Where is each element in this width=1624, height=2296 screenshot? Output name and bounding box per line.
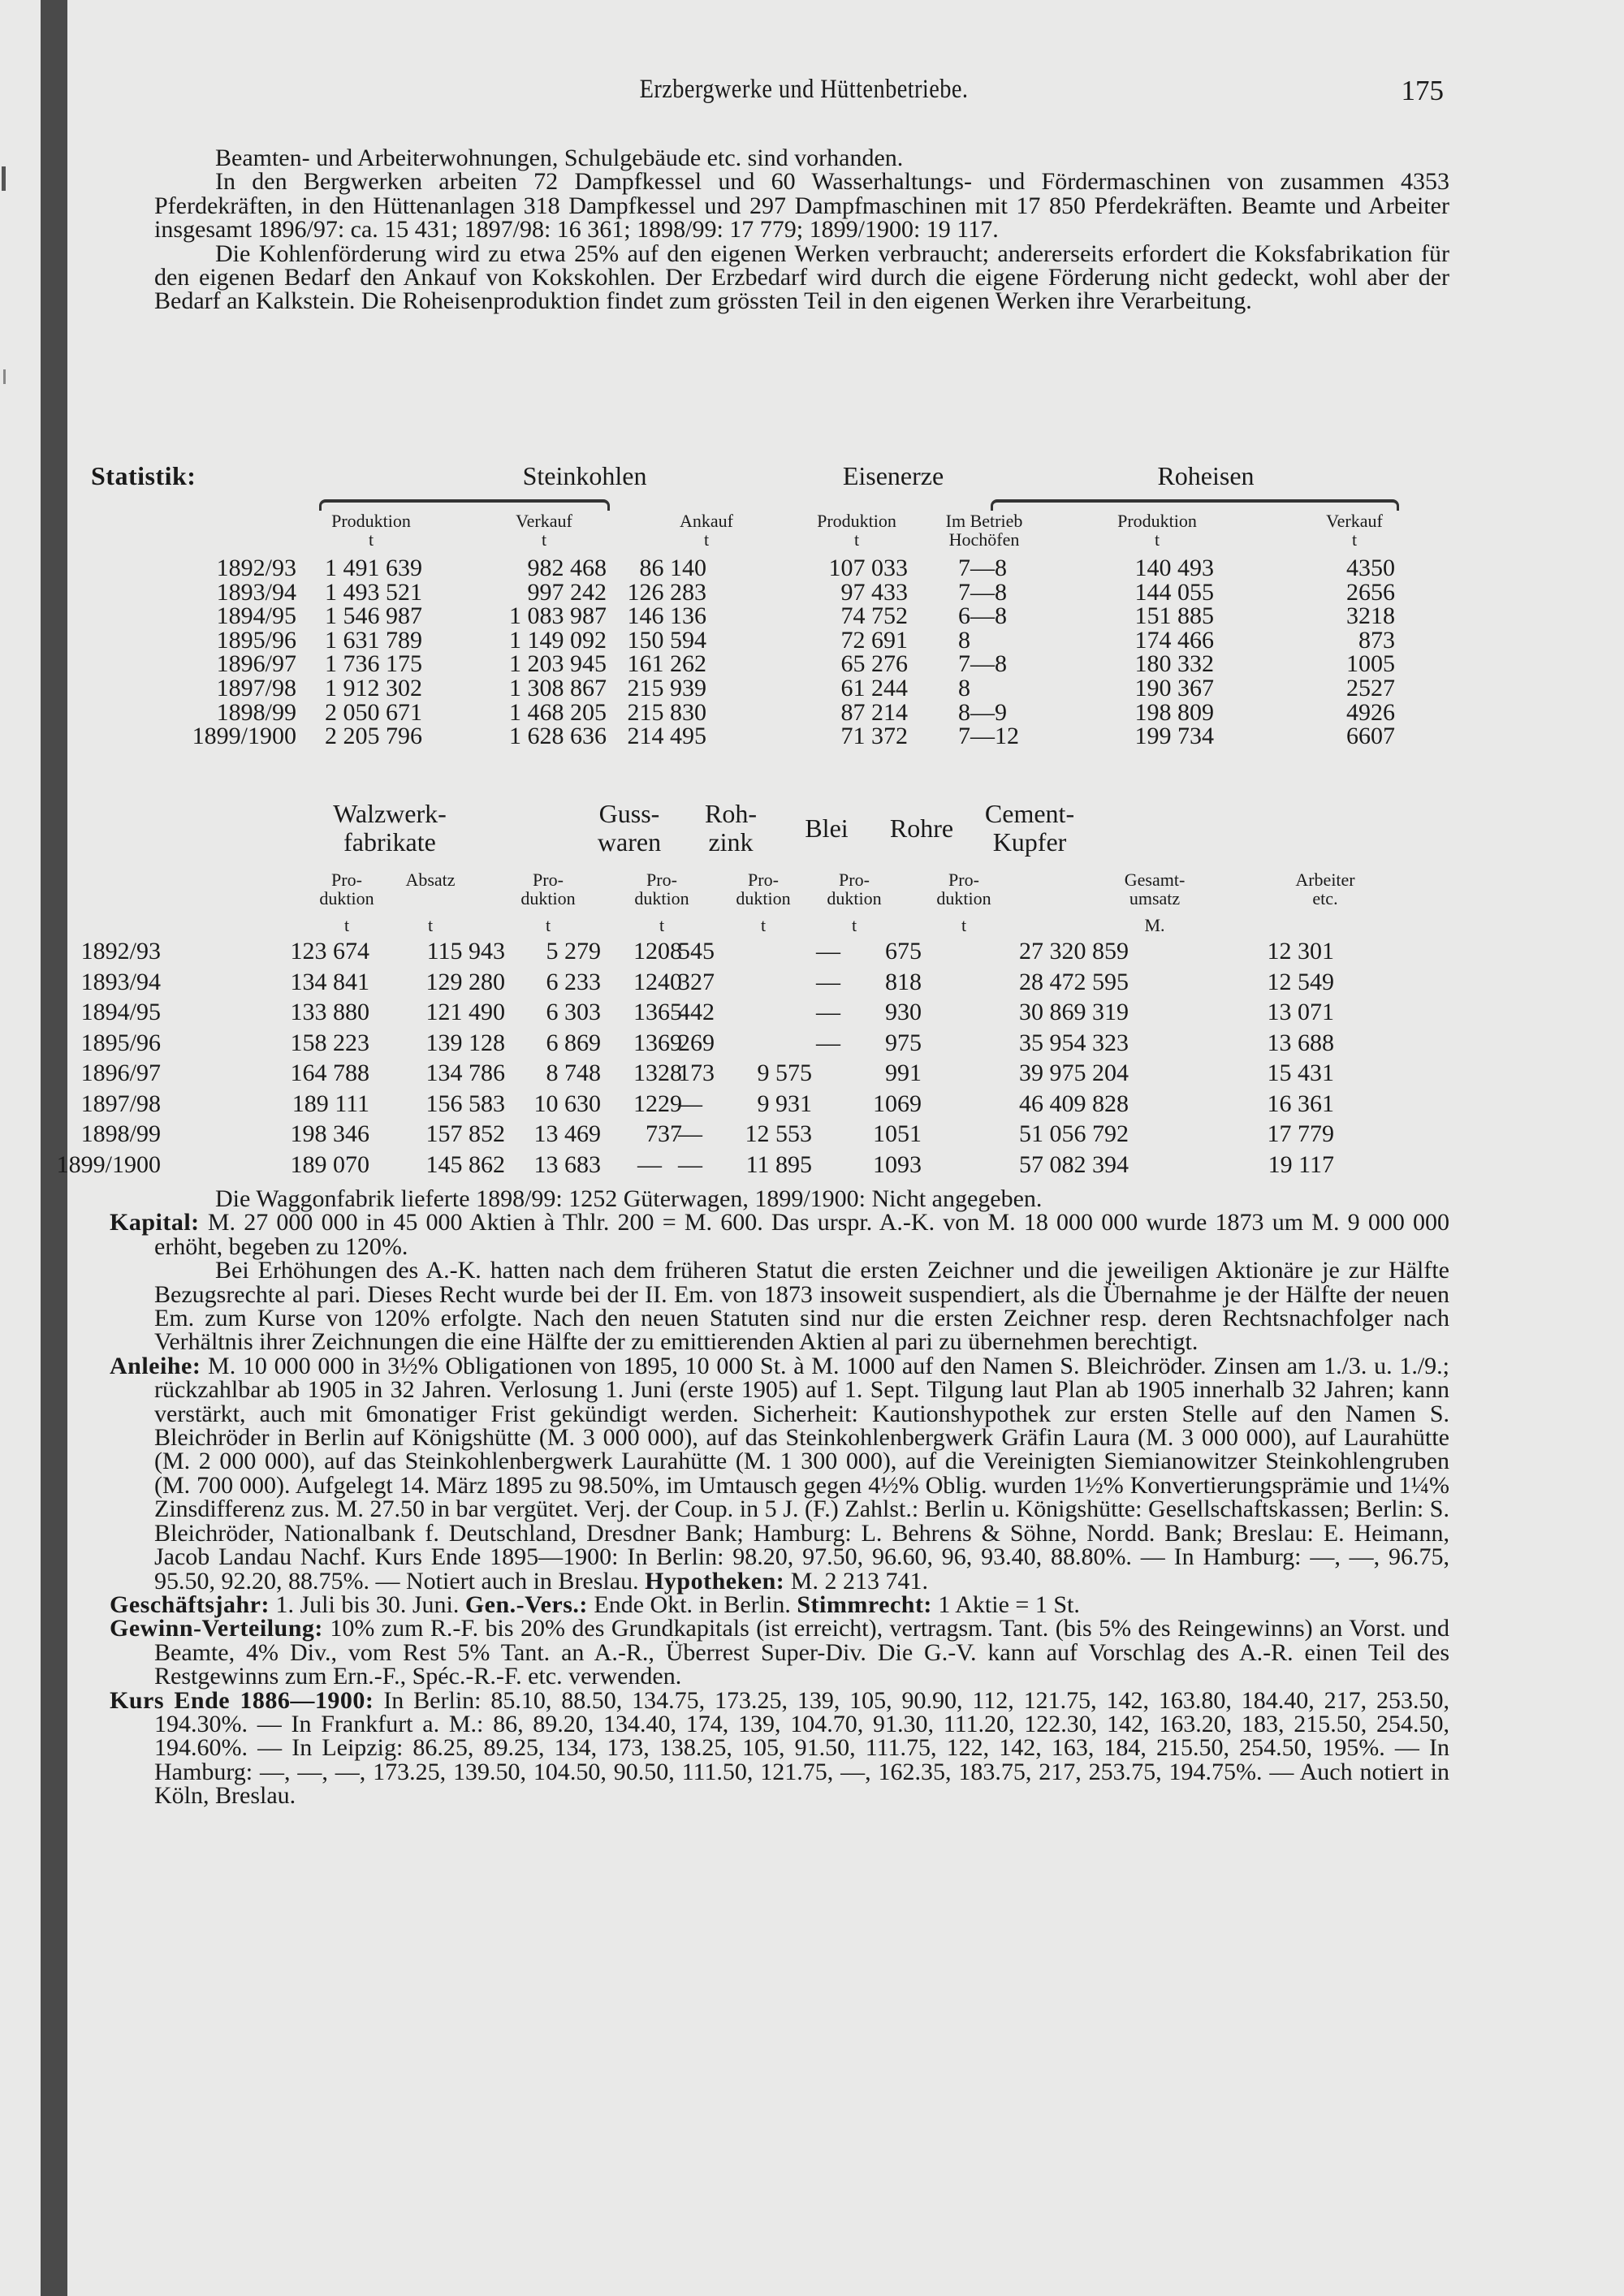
table-cell: 10 630 bbox=[533, 1090, 601, 1117]
table-cell: 737 bbox=[646, 1120, 682, 1147]
table-cell: 151 885 bbox=[1134, 602, 1214, 630]
table-cell: 545 bbox=[678, 938, 715, 965]
table-cell: — bbox=[678, 1090, 702, 1117]
table-cell: 144 055 bbox=[1134, 578, 1214, 606]
anleihe-paragraph bbox=[110, 1354, 1449, 1593]
year-cell: 1897/98 bbox=[80, 1090, 161, 1117]
column-header: etc. bbox=[1312, 888, 1338, 908]
table-cell: 126 283 bbox=[627, 578, 706, 606]
group-header: waren bbox=[597, 827, 662, 857]
table-cell: 327 bbox=[678, 968, 715, 995]
table-cell: 158 223 bbox=[290, 1029, 369, 1056]
table-cell: 1 628 636 bbox=[509, 723, 607, 750]
kapital-paragraph-2: Bei Erhöhungen des A.-K. hatten nach dem früheren Statut die ersten Zeichner und die jeweiligen Aktionäre je zur Hälfte Bezugsrechte al pari. Dieses Recht wurde bei der II. Em. von 1873 insoweit suspendiert, als die Übernahme je der Hälfte der neuen Em. zum Kurse von 120% erfolgte. Nach den neuen Statuten sind nur die ersten Zeichner resp. deren Rechtsnachfolger nach Verhältnis ihrer Zeichnungen die eine Hälfte der zu emittierenden Aktien al pari zu übernehmen berechtigt. bbox=[154, 1257, 1449, 1356]
column-header: umsatz bbox=[1129, 888, 1181, 908]
table-cell: 4926 bbox=[1346, 698, 1395, 726]
column-header: duktion bbox=[736, 888, 791, 908]
table-cell: 6 303 bbox=[546, 999, 601, 1025]
table-cell: 156 583 bbox=[425, 1090, 505, 1117]
gewinn-label: Gewinn-Verteilung: bbox=[110, 1615, 323, 1642]
table-cell: 27 320 859 bbox=[1019, 938, 1129, 965]
table-cell: 873 bbox=[1358, 626, 1395, 654]
table-cell: 190 367 bbox=[1134, 675, 1214, 701]
year-cell: 1894/95 bbox=[216, 602, 296, 630]
genvers-text: Ende Okt. in Berlin. bbox=[594, 1590, 791, 1618]
stimmrecht-label: Stimmrecht: bbox=[797, 1590, 932, 1618]
table-row bbox=[0, 999, 1624, 1023]
table-cell: 39 975 204 bbox=[1019, 1060, 1129, 1086]
table-cell: 28 472 595 bbox=[1019, 968, 1129, 995]
table-cell: 2527 bbox=[1346, 675, 1395, 701]
column-unit: t bbox=[659, 915, 665, 935]
group-header: Cement- bbox=[984, 799, 1075, 828]
table-cell: 9 931 bbox=[757, 1090, 812, 1117]
column-header: Pro- bbox=[839, 870, 870, 890]
table-cell: 1 149 092 bbox=[509, 626, 607, 654]
year-cell: 1895/96 bbox=[80, 1029, 161, 1056]
group-header: Blei bbox=[805, 814, 849, 843]
table-cell: 107 033 bbox=[828, 555, 908, 581]
table-row bbox=[0, 1151, 1624, 1176]
table-cell: 97 433 bbox=[840, 578, 908, 606]
geschaeftsjahr-label: Geschäftsjahr: bbox=[110, 1590, 270, 1618]
table-cell: 123 674 bbox=[290, 938, 369, 965]
table-cell: 129 280 bbox=[425, 968, 505, 995]
table-cell: 1 631 789 bbox=[325, 626, 422, 654]
column-unit: t bbox=[851, 915, 857, 935]
table-cell: 8—9 bbox=[958, 698, 1007, 726]
column-header: Pro- bbox=[533, 870, 564, 890]
table-cell: 133 880 bbox=[290, 999, 369, 1025]
column-unit: M. bbox=[1144, 915, 1165, 935]
hypotheken-label: Hypotheken: bbox=[645, 1567, 785, 1595]
table-cell: 61 244 bbox=[840, 675, 908, 701]
table-cell: 1328 bbox=[633, 1060, 682, 1086]
table-cell: 4350 bbox=[1346, 555, 1395, 581]
hypotheken-text: M. 2 213 741. bbox=[790, 1567, 928, 1595]
table-cell: 189 111 bbox=[292, 1090, 369, 1117]
table-cell: 6 869 bbox=[546, 1029, 601, 1056]
year-cell: 1898/99 bbox=[216, 698, 296, 726]
table-cell: 7—8 bbox=[958, 555, 1007, 581]
group-header: fabrikate bbox=[343, 827, 436, 857]
table-cell: 13 469 bbox=[533, 1120, 601, 1147]
table-cell: 134 786 bbox=[425, 1060, 505, 1086]
table-cell: 930 bbox=[885, 999, 922, 1025]
year-cell: 1893/94 bbox=[80, 968, 161, 995]
column-unit: t bbox=[1351, 529, 1358, 550]
table-cell: 180 332 bbox=[1134, 650, 1214, 678]
table-cell: 442 bbox=[678, 999, 715, 1025]
table-cell: 30 869 319 bbox=[1019, 999, 1129, 1025]
intro-paragraph: In den Bergwerken arbeiten 72 Dampfkessel und 60 Wasserhaltungs- und Fördermaschinen von zusammen 4353 Pferdekräften, in den Hüttenanlagen 318 Dampfkessel und 297 Dampfmaschinen mit 17 850 Pferdekräften. Beamte und Arbeiter insgesamt 1896/97: ca. 15 431; 1897/98: 16 361; 1898/99: 17 779; 1899/1900: 19 117. bbox=[154, 168, 1449, 244]
table-cell: 1005 bbox=[1346, 650, 1395, 678]
table-cell: 2656 bbox=[1346, 578, 1395, 606]
column-unit: t bbox=[545, 915, 551, 935]
year-cell: 1892/93 bbox=[80, 938, 161, 965]
table-cell: 5 279 bbox=[546, 938, 601, 965]
table-cell: 6—8 bbox=[958, 602, 1007, 630]
table-cell: 199 734 bbox=[1134, 723, 1214, 750]
table-cell: — bbox=[637, 1150, 662, 1178]
table-cell: 269 bbox=[678, 1029, 715, 1056]
table-cell: 214 495 bbox=[627, 723, 706, 750]
table-cell: 8 bbox=[958, 675, 970, 701]
table-cell: 51 056 792 bbox=[1019, 1120, 1129, 1147]
table-cell: 139 128 bbox=[425, 1029, 505, 1056]
table-cell: 12 553 bbox=[745, 1120, 812, 1147]
column-header: duktion bbox=[319, 888, 374, 908]
table-cell: 13 071 bbox=[1267, 999, 1334, 1025]
column-header: Verkauf bbox=[1326, 511, 1383, 531]
table-cell: 35 954 323 bbox=[1019, 1029, 1129, 1056]
table-cell: — bbox=[678, 1120, 702, 1147]
table-row bbox=[0, 1060, 1624, 1084]
year-cell: 1899/1900 bbox=[56, 1150, 161, 1178]
table-row bbox=[0, 938, 1624, 965]
table-cell: 1069 bbox=[873, 1090, 922, 1117]
year-cell: 1896/97 bbox=[216, 650, 296, 678]
table-cell: 991 bbox=[885, 1060, 922, 1086]
column-header: Ankauf bbox=[680, 511, 733, 531]
year-cell: 1898/99 bbox=[80, 1120, 161, 1147]
anleihe-label: Anleihe: bbox=[110, 1352, 201, 1379]
column-header: Gesamt- bbox=[1124, 870, 1186, 890]
table-cell: 134 841 bbox=[290, 968, 369, 995]
table-cell: 12 301 bbox=[1267, 938, 1334, 965]
table-cell: 15 431 bbox=[1267, 1060, 1334, 1086]
table-cell: 16 361 bbox=[1267, 1090, 1334, 1117]
table-cell: 173 bbox=[678, 1060, 715, 1086]
table-cell: 198 809 bbox=[1134, 698, 1214, 726]
table-cell: 86 140 bbox=[639, 555, 706, 581]
table-cell: 72 691 bbox=[840, 626, 908, 654]
group-header: zink bbox=[708, 827, 754, 857]
table-cell: — bbox=[816, 938, 840, 965]
table-cell: 13 688 bbox=[1267, 1029, 1334, 1056]
table-cell: 1 308 867 bbox=[509, 675, 607, 701]
column-header: Produktion bbox=[1117, 511, 1197, 531]
kapital-text: M. 27 000 000 in 45 000 Aktien à Thlr. 200 = M. 600. Das urspr. A.-K. von M. 18 000 000 wurde 1873 um M. 9 000 000 erhöht, begeben zu 120%. bbox=[154, 1209, 1450, 1260]
table-cell: 65 276 bbox=[840, 650, 908, 678]
table-cell: 1 203 945 bbox=[509, 650, 607, 678]
table-cell: 161 262 bbox=[627, 650, 706, 678]
table-cell: 121 490 bbox=[425, 999, 505, 1025]
column-header: duktion bbox=[634, 888, 689, 908]
table-cell: 1 912 302 bbox=[325, 675, 422, 701]
column-unit: t bbox=[853, 529, 860, 550]
table-cell: 7—12 bbox=[958, 723, 1019, 750]
table-cell: 675 bbox=[885, 938, 922, 965]
column-unit: t bbox=[427, 915, 434, 935]
table-cell: 997 242 bbox=[527, 578, 607, 606]
intro-paragraph: Beamten- und Arbeiterwohnungen, Schulgebäude etc. sind vorhanden. bbox=[215, 145, 904, 171]
table-cell: 2 205 796 bbox=[325, 723, 422, 750]
table-cell: 174 466 bbox=[1134, 626, 1214, 654]
table-cell: 3218 bbox=[1346, 602, 1395, 630]
column-header: duktion bbox=[520, 888, 576, 908]
table-row bbox=[0, 1090, 1624, 1115]
year-cell: 1899/1900 bbox=[192, 723, 296, 750]
table-cell: 71 372 bbox=[840, 723, 908, 750]
table-cell: 215 830 bbox=[627, 698, 706, 726]
group-header: Kupfer bbox=[992, 827, 1067, 857]
geschaeftsjahr-text: 1. Juli bis 30. Juni. bbox=[275, 1590, 460, 1618]
column-header: duktion bbox=[827, 888, 882, 908]
column-unit: t bbox=[368, 529, 374, 550]
group-header: Roh- bbox=[705, 799, 757, 828]
table-cell: 164 788 bbox=[290, 1060, 369, 1086]
table-cell: 8 bbox=[958, 626, 970, 654]
table-cell: 982 468 bbox=[527, 555, 607, 581]
table-cell: 1369 bbox=[633, 1029, 682, 1056]
table-cell: 7—8 bbox=[958, 650, 1007, 678]
page-number: 175 bbox=[1401, 75, 1444, 106]
column-header: Produktion bbox=[817, 511, 896, 531]
kurs-text: In Berlin: 85.10, 88.50, 134.75, 173.25, 139, 105, 90.90, 112, 121.75, 142, 163.80, 184.40, 217, 253.50, 194.30%. — In Frankfurt a. M.: 86, 89.20, 134.40, 174, 139, 104.70, 91.30, 111.20, 122.30, 142, 163.20, 183, 215.50, 254.50, 194.60%. — In Leipzig: 86.25, 89.25, 134, 173, 138.25, 105, 91.50, 111.75, 122, 142, 163, 184, 215.50, 254.50, 195%. — In Hamburg: —, —, —, 173.25, 139.50, 104.50, 90.50, 111.50, 121.75, —, 162.35, 183.75, 217, 253.75, 194.75%. — Auch notiert in Köln, Breslau. bbox=[154, 1686, 1450, 1810]
column-header: Verkauf bbox=[516, 511, 572, 531]
year-cell: 1892/93 bbox=[216, 555, 296, 581]
column-header: Produktion bbox=[331, 511, 411, 531]
column-header: Pro- bbox=[646, 870, 677, 890]
body-section bbox=[110, 1185, 1450, 1810]
group-header: Walzwerk- bbox=[333, 799, 447, 828]
year-cell: 1896/97 bbox=[80, 1060, 161, 1086]
column-header: Pro- bbox=[331, 870, 362, 890]
table-row bbox=[0, 1029, 1624, 1054]
table-cell: 189 070 bbox=[290, 1150, 369, 1178]
table-cell: 87 214 bbox=[840, 698, 908, 726]
table-cell: — bbox=[816, 968, 840, 995]
table-cell: 1240 bbox=[633, 968, 682, 995]
table-cell: 1093 bbox=[873, 1150, 922, 1178]
kapital-label: Kapital: bbox=[110, 1209, 200, 1236]
intro-paragraph: Die Kohlenförderung wird zu etwa 25% auf den eigenen Werken verbraucht; andererseits erfordert die Koksfabrikation für den eigenen Bedarf den Ankauf von Kokskohlen. Der Erzbedarf wird durch die eigene Förderung nicht gedeckt, wohl aber der Bedarf an Kalkstein. Die Roheisenproduktion findet zum grössten Teil in den eigenen Werken ihre Verarbeitung. bbox=[154, 240, 1449, 315]
table-cell: 12 549 bbox=[1267, 968, 1334, 995]
year-cell: 1893/94 bbox=[216, 578, 296, 606]
running-title: Erzbergwerke und Hüttenbetriebe. bbox=[639, 75, 969, 104]
column-unit: t bbox=[760, 915, 767, 935]
table-cell: 1 546 987 bbox=[325, 602, 422, 630]
column-unit: t bbox=[961, 915, 967, 935]
group-header: Guss- bbox=[598, 799, 660, 828]
table-cell: 818 bbox=[885, 968, 922, 995]
group-header-eisenerze: Eisenerze bbox=[842, 461, 944, 490]
table-cell: 19 117 bbox=[1268, 1150, 1334, 1178]
table-cell: 1 083 987 bbox=[509, 602, 607, 630]
geschaeftsjahr-paragraph bbox=[110, 1590, 1449, 1618]
column-header: Absatz bbox=[405, 870, 456, 890]
stimmrecht-text: 1 Aktie = 1 St. bbox=[938, 1590, 1080, 1618]
table-cell: 13 683 bbox=[533, 1150, 601, 1178]
table-cell: 215 939 bbox=[627, 675, 706, 701]
gewinn-text: 10% zum R.-F. bis 20% des Grundkapitals (ist erreicht), vertragsm. Tant. (bis 5% des Reingewinns) an Vorst. und Beamte, 4% Div., vom Rest 5% Tant. an A.-R., Überrest Super-Div. Die G.-V. kann auf Vorschlag des A.-R. einen Teil des Restgewinns zum Ern.-F., Spéc.-R.-F. etc. verwenden. bbox=[154, 1615, 1449, 1690]
column-unit: t bbox=[541, 529, 547, 550]
column-header: Im Betrieb bbox=[945, 511, 1023, 531]
table-cell: 1229 bbox=[633, 1090, 682, 1117]
table-cell: 150 594 bbox=[627, 626, 706, 654]
group-header-roheisen: Roheisen bbox=[1157, 461, 1255, 490]
table-cell: 8 748 bbox=[546, 1060, 601, 1086]
table-cell: 46 409 828 bbox=[1019, 1090, 1129, 1117]
table-cell: 1 736 175 bbox=[325, 650, 422, 678]
table-row bbox=[0, 969, 1624, 993]
column-header: duktion bbox=[936, 888, 991, 908]
table-cell: — bbox=[816, 1029, 840, 1056]
table-cell: 17 779 bbox=[1267, 1120, 1334, 1147]
table-cell: 157 852 bbox=[425, 1120, 505, 1147]
column-unit: t bbox=[343, 915, 350, 935]
waggon-paragraph: Die Waggonfabrik lieferte 1898/99: 1252 Güterwagen, 1899/1900: Nicht angegeben. bbox=[215, 1185, 1043, 1212]
table-cell: 145 862 bbox=[425, 1150, 505, 1178]
table-cell: 1208 bbox=[633, 938, 682, 965]
table-cell: 2 050 671 bbox=[325, 698, 422, 726]
statistik-label: Statistik: bbox=[91, 461, 197, 490]
table-row bbox=[0, 1120, 1624, 1145]
table-cell: 9 575 bbox=[757, 1060, 812, 1086]
table-cell: 1 491 639 bbox=[325, 555, 422, 581]
group-header-steinkohlen: Steinkohlen bbox=[522, 461, 647, 490]
kurs-label: Kurs Ende 1886—1900: bbox=[110, 1686, 374, 1714]
table-cell: 1 493 521 bbox=[325, 578, 422, 606]
year-cell: 1897/98 bbox=[216, 675, 296, 701]
column-header: Pro- bbox=[748, 870, 779, 890]
year-cell: 1895/96 bbox=[216, 626, 296, 654]
table-cell: 57 082 394 bbox=[1019, 1150, 1129, 1178]
table-cell: 140 493 bbox=[1134, 555, 1214, 581]
kurs-paragraph bbox=[110, 1686, 1450, 1810]
table-cell: 11 895 bbox=[745, 1150, 812, 1178]
group-header: Rohre bbox=[889, 814, 954, 843]
column-unit: t bbox=[1154, 529, 1160, 550]
table-cell: 7—8 bbox=[958, 578, 1007, 606]
table-cell: 198 346 bbox=[290, 1120, 369, 1147]
column-header: Pro- bbox=[948, 870, 979, 890]
table-cell: 6607 bbox=[1346, 723, 1395, 750]
table-cell: 115 943 bbox=[426, 938, 505, 965]
table-cell: — bbox=[678, 1150, 702, 1178]
table-cell: 74 752 bbox=[840, 602, 908, 630]
column-header: Arbeiter bbox=[1295, 870, 1355, 890]
table-cell: 146 136 bbox=[627, 602, 706, 630]
year-cell: 1894/95 bbox=[80, 999, 161, 1025]
table-cell: 6 233 bbox=[546, 968, 601, 995]
kapital-paragraph bbox=[110, 1211, 1449, 1258]
table-cell: 1 468 205 bbox=[509, 698, 607, 726]
table-cell: 975 bbox=[885, 1029, 922, 1056]
table-cell: 1365 bbox=[633, 999, 682, 1025]
column-unit: Hochöfen bbox=[948, 529, 1020, 550]
gewinn-paragraph bbox=[110, 1616, 1449, 1688]
column-unit: t bbox=[703, 529, 710, 550]
table-cell: 1051 bbox=[873, 1120, 922, 1147]
anleihe-text: M. 10 000 000 in 3½% Obligationen von 1895, 10 000 St. à M. 1000 auf den Namen S. Bleichröder. Zinsen am 1./3. u. 1./9.; rückzahlbar ab 1905 in 32 Jahren. Verlosung 1. Juni (erste 1905) auf 1. Sept. Tilgung laut Plan ab 1905 innerhalb 32 Jahren; kann verstärkt, auch mit 6monatiger Frist gekündigt werden. Sicherheit: Kautionshypothek zur ersten Stelle auf den Namen S. Bleichröder in Berlin auf Königshütte (M. 3 000 000), auf das Steinkohlenbergwerk Gräfin Laura (M. 3 000 000), auf Laurahütte (M. 2 000 000), auf das Steinkohlenbergwerk Laurahütte (M. 1 300 000), auf die Vereinigten Siemianowitzer Steinkohlengruben (M. 700 000). Aufgelegt 14. März 1895 zu 98.50%, im Umtausch gegen 4½% Oblig. wurden 1½% Konvertierungsprämie und 1¼% Zinsdifferenz zus. M. 27.50 in bar vergütet. Verj. der Coup. in 5 J. (F.) Zahlst.: Berlin u. Königshütte: Gesellschaftskassen; Berlin: S. Bleichröder, Nationalbank f. Deutschland, Dresdner Bank; Hamburg: L. Behrens & Söhne, Nordd. Bank; Breslau: E. Heimann, Jacob Landau Nachf. Kurs Ende 1895—1900: In Berlin: 98.20, 97.50, 96.60, 96, 93.40, 88.80%. — In Hamburg: —, —, 96.75, 95.50, 92.20, 88.75%. — Notiert auch in Breslau. bbox=[154, 1352, 1450, 1595]
table-cell: — bbox=[816, 999, 840, 1025]
genvers-label: Gen.-Vers.: bbox=[464, 1590, 588, 1618]
